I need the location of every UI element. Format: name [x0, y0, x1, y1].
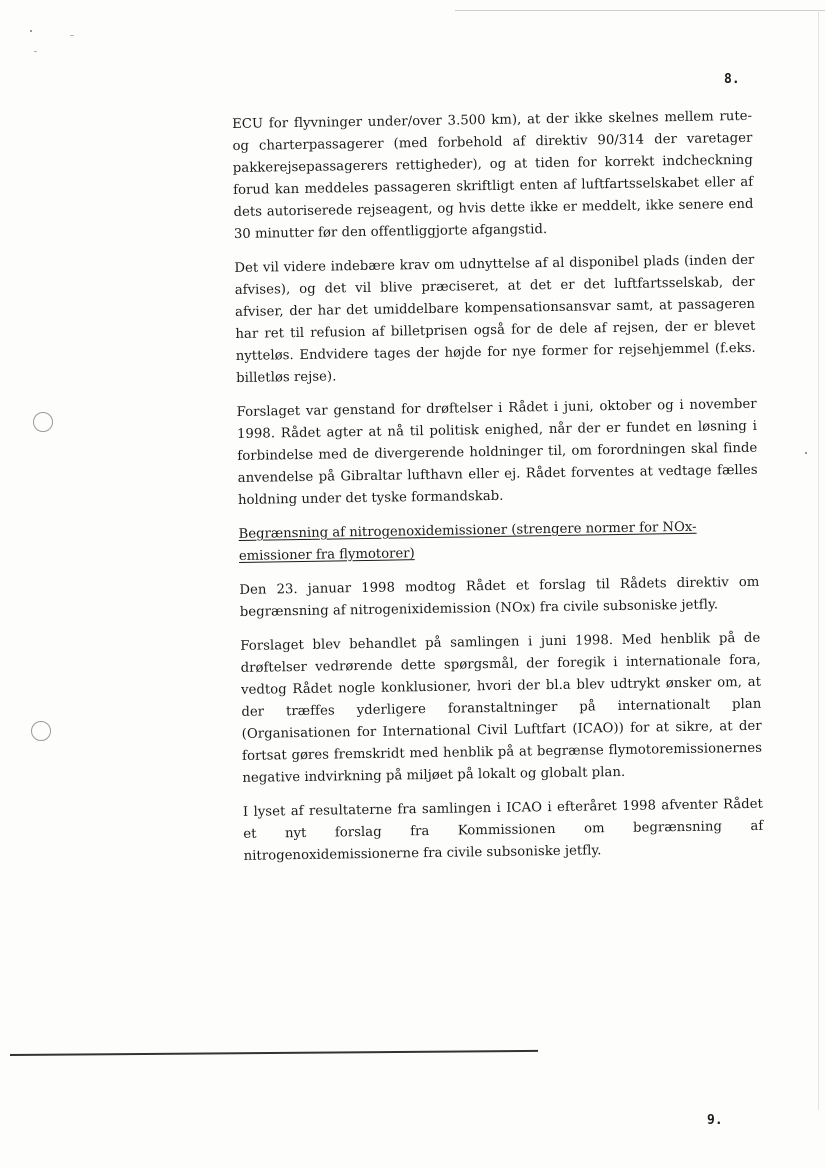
paragraph: Den 23. januar 1998 modtog Rådet et forslag til Rådets direktiv om begrænsning af nitrogenixidemission (NOx) fra civile subsoniske jetfly.: [239, 574, 760, 620]
page-number-bottom: 9.: [707, 1113, 723, 1128]
scan-speck: [34, 51, 37, 52]
scan-edge-right: [818, 10, 819, 1110]
page-number-top: 8.: [724, 72, 740, 87]
scan-edge-top: [455, 10, 825, 11]
scan-speck: [30, 30, 32, 32]
paragraph: I lyset af resultaterne fra samlingen i ICAO i efteråret 1998 afventer Rådet et nyt forslag fra Kommissionen om begrænsning af nitrogenoxidemissionerne fra civile subsoniske jetfly.: [242, 796, 764, 864]
page-divider: [10, 1050, 538, 1056]
paragraph: ECU for flyvninger under/over 3.500 km), at der ikke skelnes mellem rute- og charterpassagerer (med forbehold af direktiv 90/314 der varetager pakkerejsepassagerers rettigheder), og at tiden for korrekt indcheckning forud kan meddeles passageren skriftligt enten af luftfartsselskabet eller af dets autoriserede rejseagent, og hvis dette ikke er meddelt, ikke senere end 30 minutter før den offentliggjorte afgangstid.: [232, 108, 754, 242]
paragraph: Forslaget blev behandlet på samlingen i juni 1998. Med henblik på de drøftelser vedrørende dette spørgsmål, der foregik i internationale fora, vedtog Rådet nogle konklusioner, hvori der bl.a blev udtrykt ønsker om, at der træffes yderligere foranstaltninger på internationalt plan (Organisationen for International Civil Luftfart (ICAO)) for at sikre, at der fortsat gøres fremskridt med henblik på at begrænse flymotoremissionernes negative indvirkning på miljøet på lokalt og globalt plan.: [240, 630, 763, 786]
punch-hole: [31, 721, 51, 741]
punch-hole: [33, 412, 53, 432]
paragraph: Det vil videre indebære krav om udnyttelse af al disponibel plads (inden der afvises), og det vil blive præciseret, at det er det luftfartsselskab, der afviser, der har det umiddelbare kompensationsansvar samt, at passageren har ret til refusion af billetprisen også for de dele af rejsen, der er blevet nytteløs. Endvidere tages der højde for nye former for rejsehjemmel (f.eks. billetløs rejse).: [234, 252, 756, 386]
scan-speck: [805, 452, 807, 454]
scan-speck: [70, 35, 74, 36]
section-heading: Begrænsning af nitrogenoxidemissioner (strengere normer for NOx-emissioner fra flymotorer): [238, 519, 697, 564]
paragraph: Forslaget var genstand for drøftelser i Rådet i juni, oktober og i november 1998. Rådet agter at nå til politisk enighed, når der er fundet en løsning i forbindelse med de divergerende holdninger til, om forordningen skal finde anvendelse på Gibraltar lufthavn eller ej. Rådet forventes at vedtage fælles holdning under det tyske formandskab.: [236, 396, 758, 508]
document-body: [232, 106, 764, 880]
